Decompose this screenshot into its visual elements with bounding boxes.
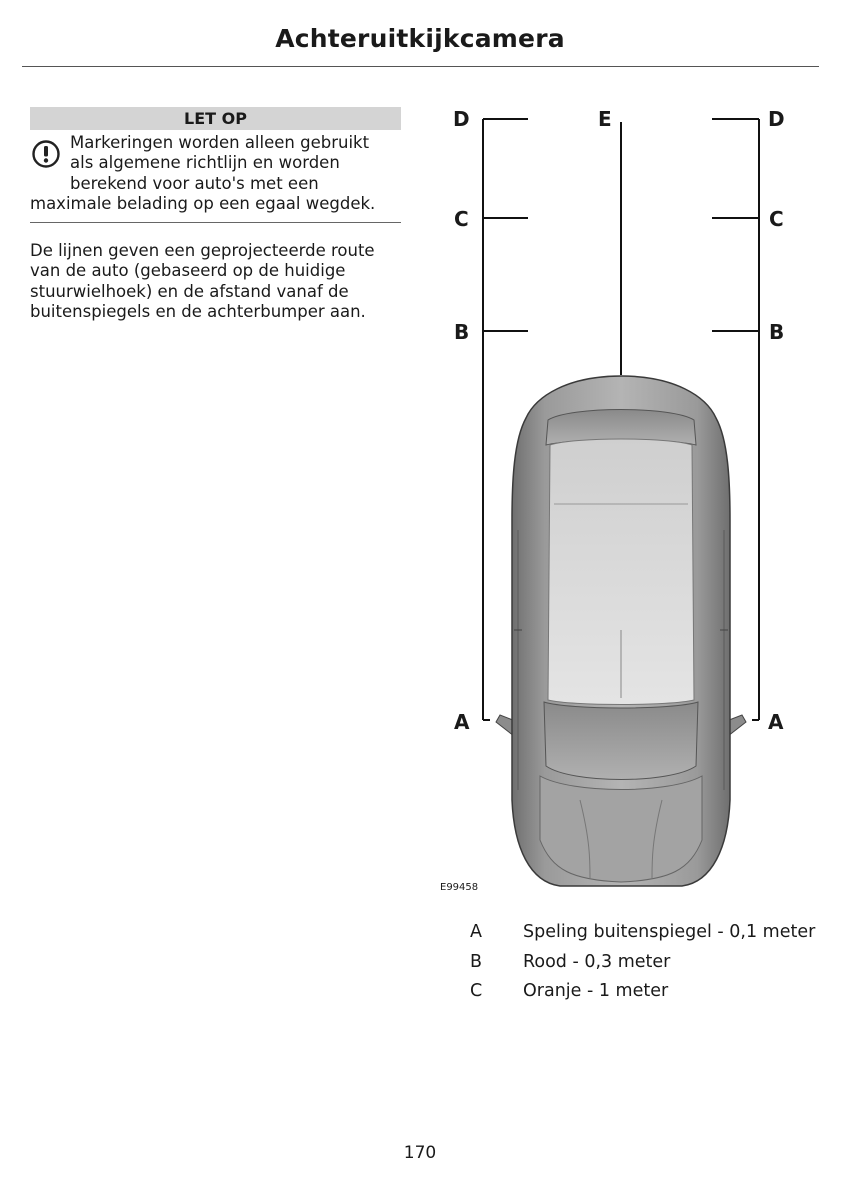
notice-header: LET OP	[30, 107, 401, 130]
notice-line: berekend voor auto's met een	[70, 173, 319, 193]
label-b-right: B	[769, 320, 785, 344]
legend-key: B	[470, 951, 483, 972]
figure-id: E99458	[440, 882, 479, 893]
notice-line: Markeringen worden alleen gebruikt	[70, 133, 370, 152]
body-line: De lijnen geven een geprojecteerde route	[30, 241, 375, 260]
page-title: Achteruitkijkcamera	[275, 24, 565, 53]
label-c-right: C	[769, 207, 784, 231]
legend-key: A	[470, 922, 482, 942]
label-e: E	[598, 107, 612, 131]
label-d-right: D	[768, 107, 785, 131]
legend-text: Oranje - 1 meter	[523, 981, 669, 1001]
page-number: 170	[403, 1143, 437, 1163]
notice-divider	[30, 222, 401, 223]
parking-guide-diagram	[440, 100, 820, 900]
label-b-left: B	[454, 320, 470, 344]
label-a-right: A	[768, 710, 784, 734]
body-line: stuurwielhoek) en de afstand vanaf de	[30, 281, 349, 301]
guide-lines-illustration	[440, 100, 820, 900]
label-a-left: A	[454, 710, 470, 734]
label-c-left: C	[454, 207, 469, 231]
notice-text	[30, 133, 402, 215]
legend-key: C	[470, 981, 483, 1001]
body-paragraph	[30, 241, 402, 323]
label-d-left: D	[453, 107, 470, 131]
legend-text: Rood - 0,3 meter	[523, 951, 671, 972]
legend-text: Speling buitenspiegel - 0,1 meter	[523, 922, 816, 942]
body-line: van de auto (gebaseerd op de huidige	[30, 261, 346, 281]
body-line: buitenspiegels en de achterbumper aan.	[30, 302, 366, 322]
car-illustration	[496, 376, 746, 886]
title-divider	[22, 66, 819, 67]
notice-line: als algemene richtlijn en worden	[70, 153, 340, 173]
notice-line: maximale belading op een egaal wegdek.	[30, 194, 376, 214]
